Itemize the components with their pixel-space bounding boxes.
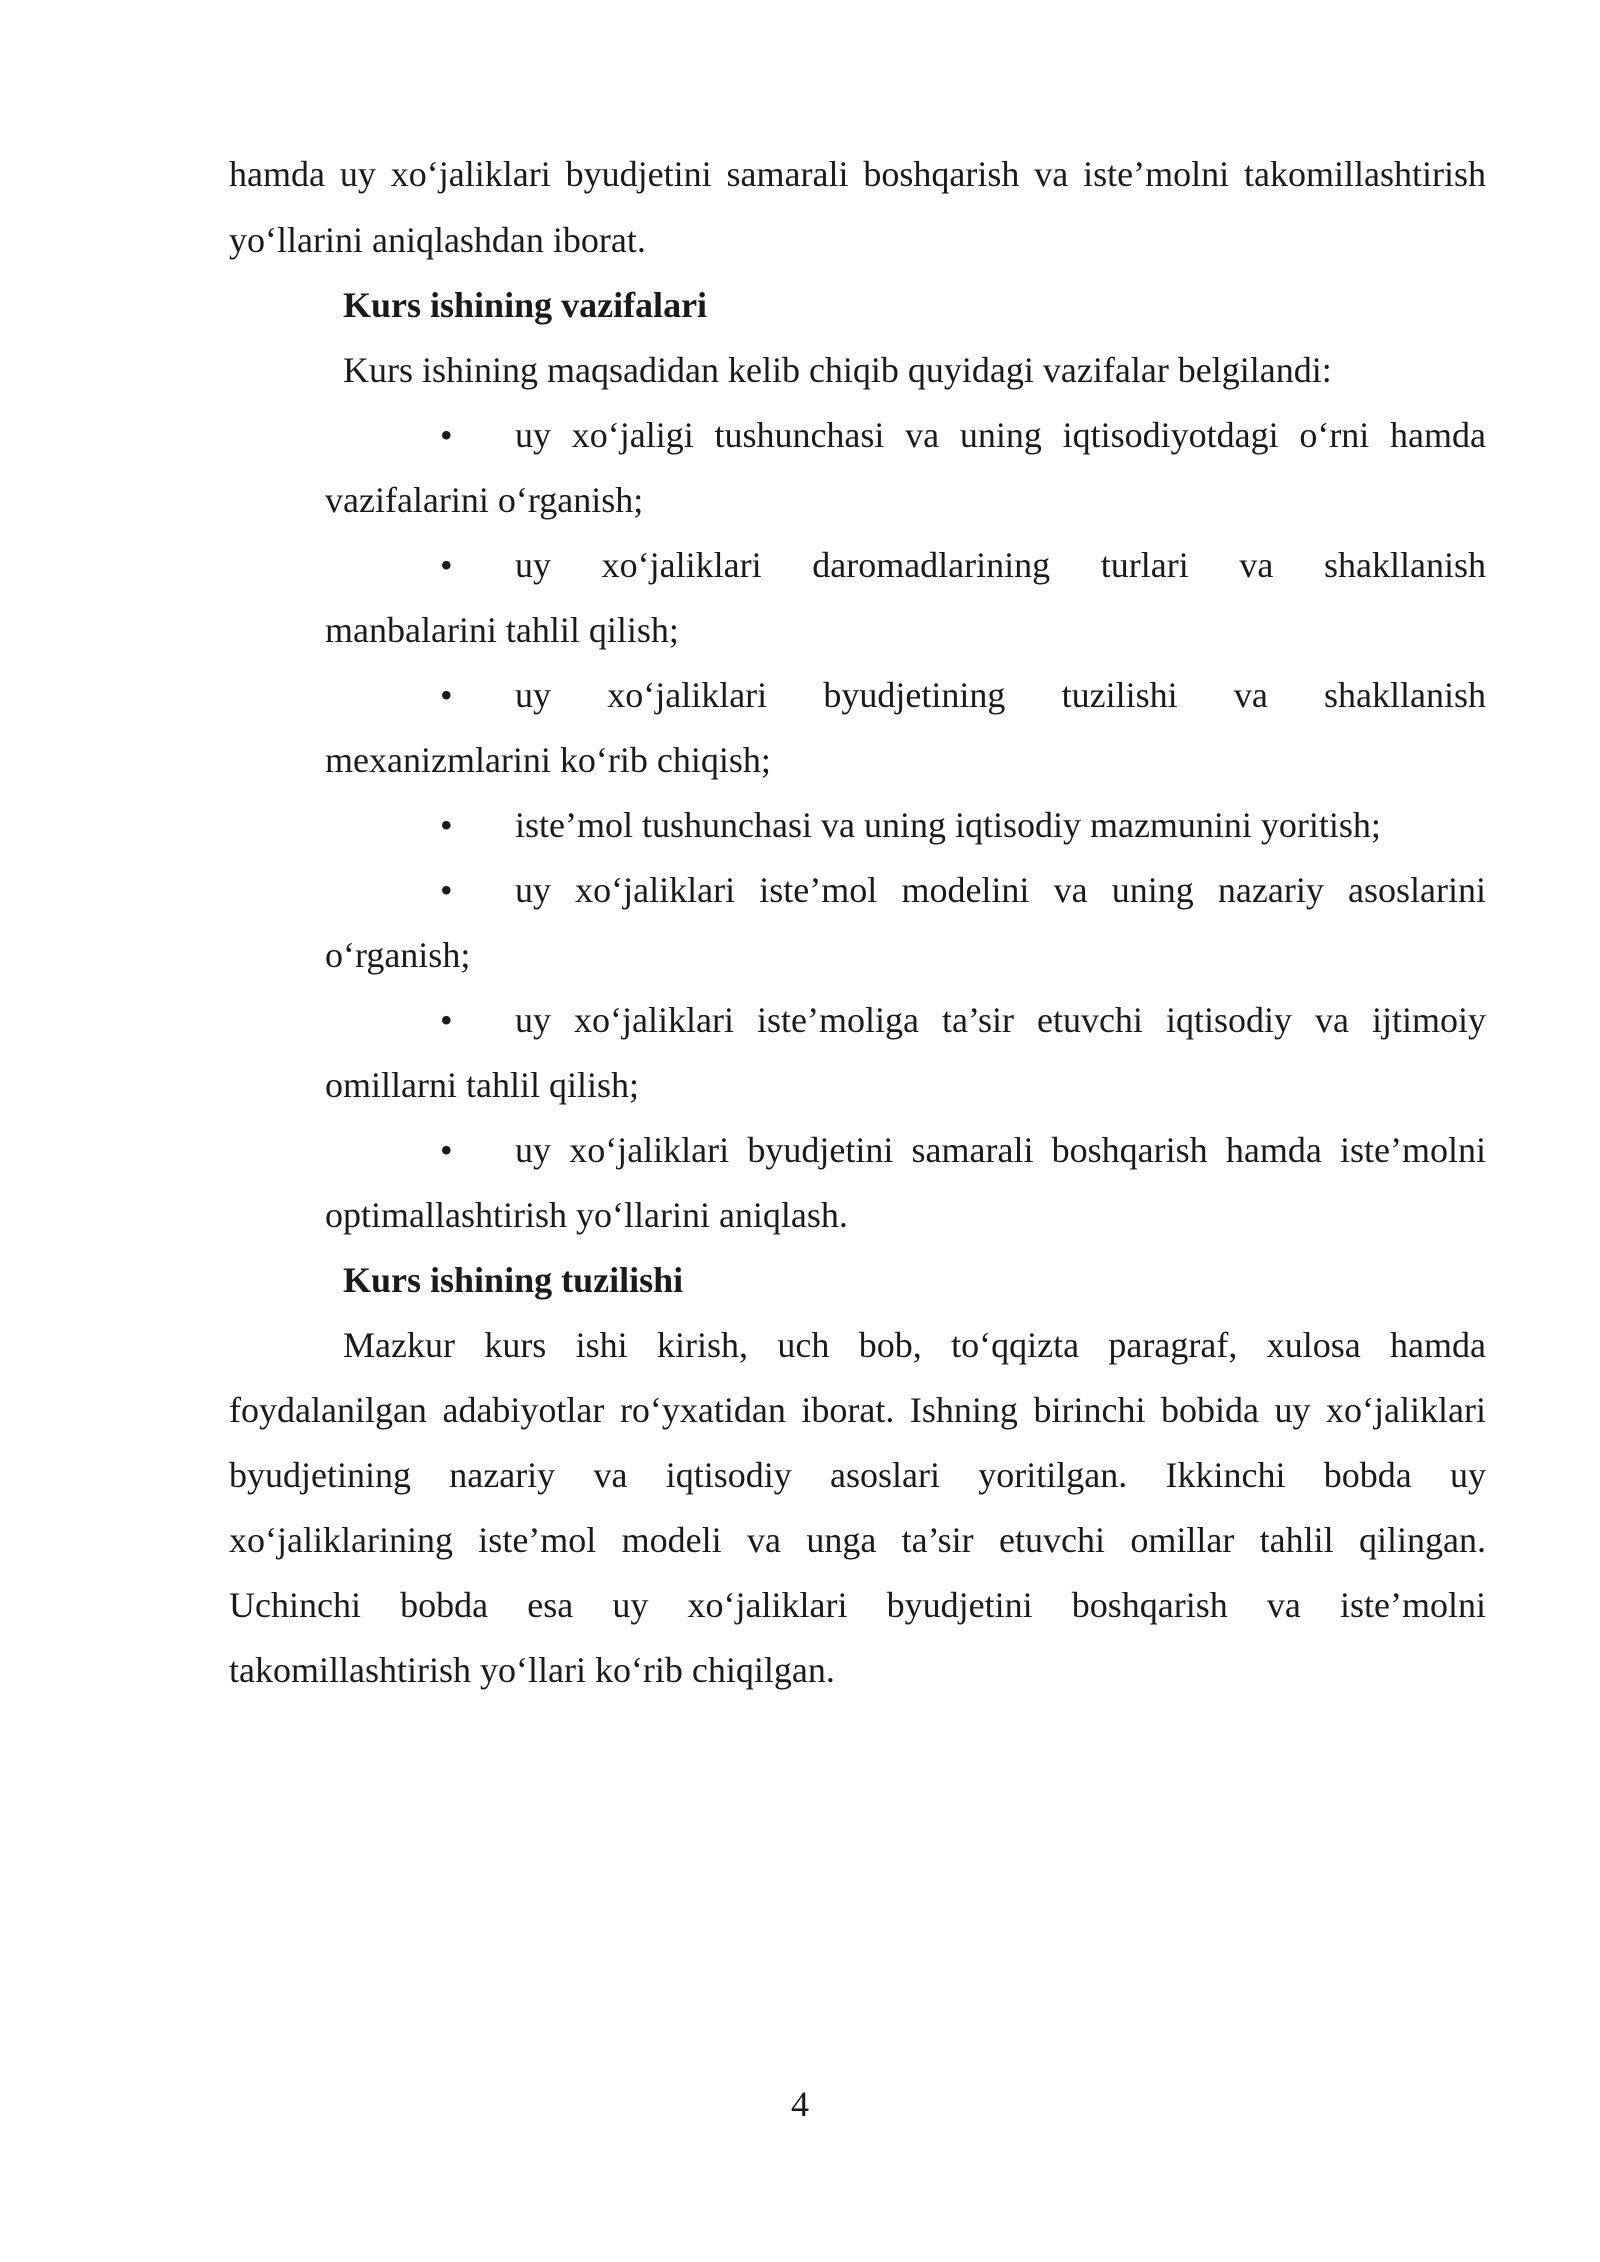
list-item: uy xo‘jaliklari byudjetining tuzilishi va shakllanish xyxy=(515,675,1486,715)
list-item: uy xo‘jaliklari daromadlarining turlari va shakllanish xyxy=(515,545,1486,585)
list-item: uy xo‘jaligi tushunchasi va uning iqtisodiyotdagi o‘rni hamda xyxy=(515,415,1486,455)
bullet-icon: • xyxy=(440,805,453,845)
list-item-continuation: manbalarini tahlil qilish; xyxy=(325,610,679,650)
list-item-continuation: o‘rganish; xyxy=(325,935,471,975)
list-item: uy xo‘jaliklari iste’moliga ta’sir etuvchi iqtisodiy va ijtimoiy xyxy=(515,1000,1486,1040)
bullet-icon: • xyxy=(440,1130,453,1170)
list-item-continuation: vazifalarini o‘rganish; xyxy=(325,480,644,520)
intro-line: hamda uy xo‘jaliklari byudjetini samarali boshqarish va iste’molni takomillashtirish xyxy=(229,154,1486,194)
bullet-icon: • xyxy=(440,675,453,715)
page-number: 4 xyxy=(791,2084,809,2124)
bullet-icon: • xyxy=(440,1000,453,1040)
structure-paragraph-line: Mazkur kurs ishi kirish, uch bob, to‘qqizta paragraf, xulosa hamda xyxy=(343,1325,1486,1365)
bullet-icon: • xyxy=(440,415,453,455)
list-item: iste’mol tushunchasi va uning iqtisodiy mazmunini yoritish; xyxy=(515,805,1381,845)
structure-paragraph-line: Uchinchi bobda esa uy xo‘jaliklari byudjetini boshqarish va iste’molni xyxy=(229,1585,1486,1625)
list-item-continuation: mexanizmlarini ko‘rib chiqish; xyxy=(325,740,771,780)
structure-paragraph-line: foydalanilgan adabiyotlar ro‘yxatidan iborat. Ishning birinchi bobida uy xo‘jaliklari xyxy=(229,1390,1486,1430)
bullet-icon: • xyxy=(440,545,453,585)
list-item: uy xo‘jaliklari byudjetini samarali boshqarish hamda iste’molni xyxy=(515,1130,1486,1170)
structure-paragraph-line: takomillashtirish yo‘llari ko‘rib chiqilgan. xyxy=(229,1650,835,1690)
list-item-continuation: omillarni tahlil qilish; xyxy=(325,1065,639,1105)
tasks-lead: Kurs ishining maqsadidan kelib chiqib quyidagi vazifalar belgilandi: xyxy=(343,350,1332,390)
structure-paragraph-line: xo‘jaliklarining iste’mol modeli va unga ta’sir etuvchi omillar tahlil qilingan. xyxy=(229,1520,1486,1560)
list-item-continuation: optimallashtirish yo‘llarini aniqlash. xyxy=(325,1195,848,1235)
tasks-heading: Kurs ishining vazifalari xyxy=(343,285,708,325)
list-item: uy xo‘jaliklari iste’mol modelini va uning nazariy asoslarini xyxy=(515,870,1486,910)
intro-line: yo‘llarini aniqlashdan iborat. xyxy=(229,220,646,260)
structure-paragraph-line: byudjetining nazariy va iqtisodiy asoslari yoritilgan. Ikkinchi bobda uy xyxy=(229,1455,1486,1495)
bullet-icon: • xyxy=(440,870,453,910)
structure-heading: Kurs ishining tuzilishi xyxy=(343,1260,684,1300)
